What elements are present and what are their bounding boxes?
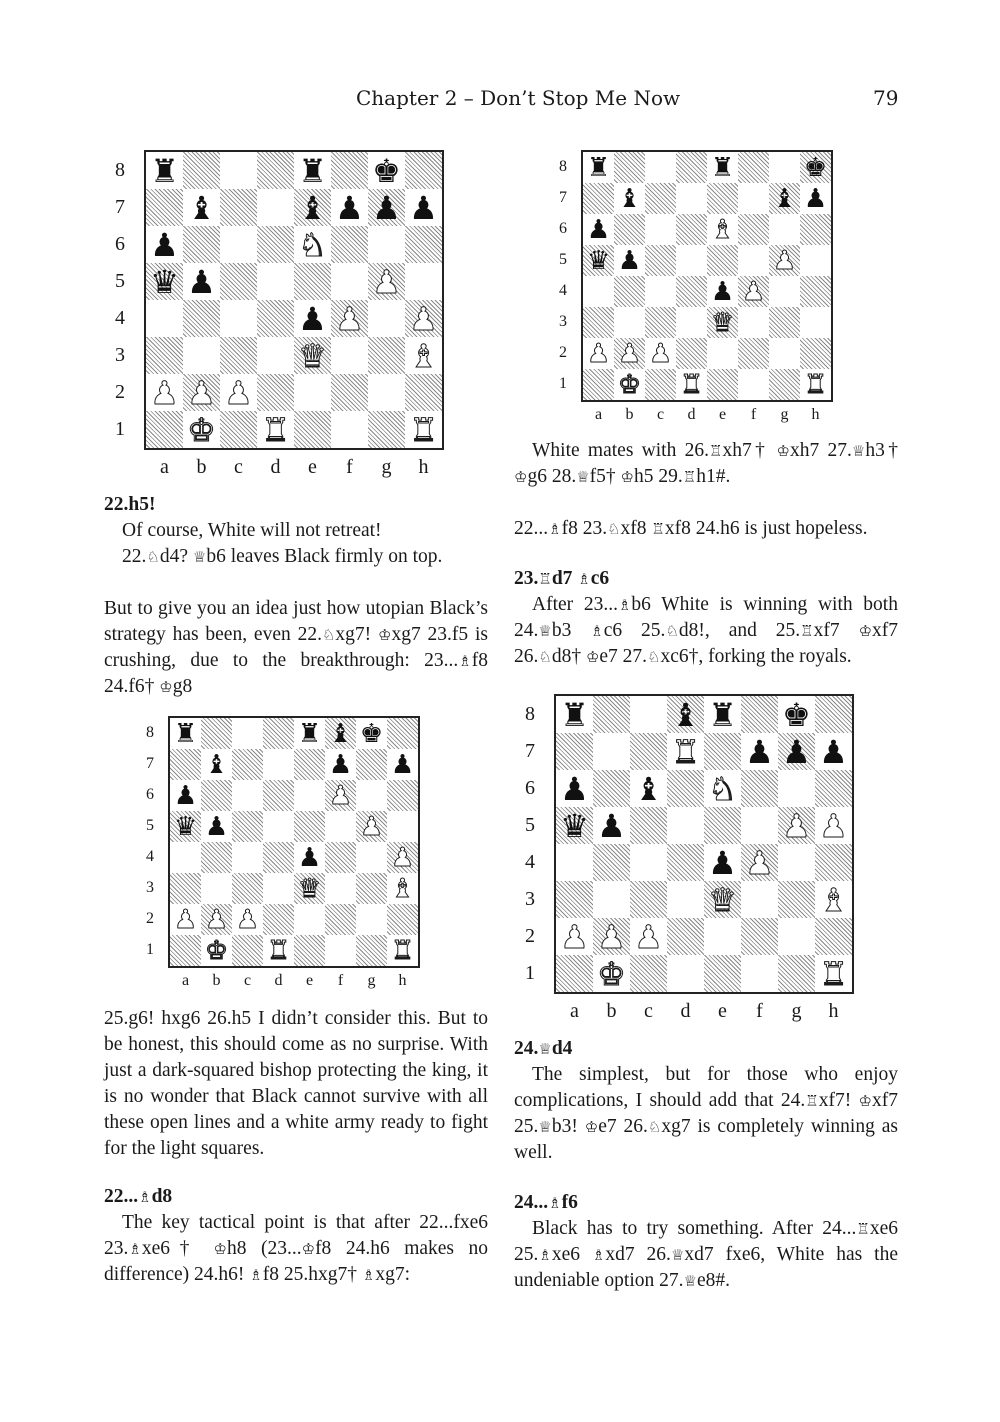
black-pawn-icon: ♟ — [782, 732, 811, 771]
black-rook-icon: ♜ — [150, 151, 179, 190]
white-pawn-icon: ♟ — [560, 917, 589, 956]
black-rook-icon: ♜ — [560, 695, 589, 734]
bishop-figurine-icon: ♗ — [128, 1240, 142, 1258]
file-label: f — [756, 1000, 763, 1022]
white-pawn-icon: ♟ — [586, 338, 611, 369]
black-queen-icon: ♛ — [560, 806, 589, 845]
white-pawn-icon: ♟ — [328, 780, 353, 811]
rank-label: 2 — [115, 380, 125, 403]
white-king-icon: ♚ — [187, 410, 216, 449]
white-pawn-icon: ♟ — [359, 811, 384, 842]
black-pawn-icon: ♟ — [297, 842, 322, 873]
left-block-1 — [104, 492, 488, 570]
rook-figurine-icon: ♖ — [800, 622, 814, 640]
paragraph: 22...♗f8 23.♘xf8 ♖xf8 24.h6 is just hopeless. — [514, 518, 868, 539]
file-label: h — [418, 456, 429, 478]
rook-figurine-icon: ♖ — [856, 1220, 870, 1238]
white-bishop-icon: ♝ — [819, 880, 848, 919]
bishop-figurine-icon: ♗ — [361, 1266, 376, 1284]
white-pawn-icon: ♟ — [772, 245, 797, 276]
knight-figurine-icon: ♘ — [321, 626, 336, 644]
black-pawn-icon: ♟ — [150, 225, 179, 264]
file-label: h — [828, 1000, 839, 1022]
file-label: a — [160, 456, 169, 478]
file-label: b — [196, 456, 207, 478]
right-block-5 — [514, 1190, 898, 1294]
paragraph: White mates with 26.♖xh7† ♔xh7 27.♕h3† ♔g6 28.♕f5† ♔h5 29.♖h1#. — [514, 440, 898, 487]
king-figurine-icon: ♔ — [620, 468, 634, 486]
move-heading: 24...♗f6 — [514, 1192, 578, 1213]
file-label: b — [606, 1000, 617, 1022]
file-label: d — [680, 1000, 691, 1022]
right-block-3 — [514, 566, 898, 670]
black-bishop-icon: ♝ — [187, 188, 216, 227]
queen-figurine-icon: ♕ — [192, 548, 207, 566]
white-bishop-icon: ♝ — [710, 214, 735, 245]
rank-label: 7 — [525, 739, 535, 762]
king-figurine-icon: ♔ — [301, 1240, 316, 1258]
white-pawn-icon: ♟ — [224, 373, 253, 412]
rank-label: 1 — [525, 961, 535, 984]
white-pawn-icon: ♟ — [372, 262, 401, 301]
rank-label: 4 — [559, 281, 567, 299]
black-pawn-icon: ♟ — [708, 843, 737, 882]
white-pawn-icon: ♟ — [335, 299, 364, 338]
page-number: 79 — [873, 86, 899, 110]
black-rook-icon: ♜ — [586, 152, 611, 183]
left-block-4 — [104, 1184, 488, 1288]
black-pawn-icon: ♟ — [617, 245, 642, 276]
black-pawn-icon: ♟ — [745, 732, 774, 771]
black-rook-icon: ♜ — [173, 718, 198, 749]
running-head: Chapter 2 – Don’t Stop Me Now — [356, 86, 681, 110]
queen-figurine-icon: ♕ — [851, 442, 866, 460]
white-pawn-icon: ♟ — [173, 904, 198, 935]
rank-label: 4 — [115, 306, 125, 329]
king-figurine-icon: ♔ — [378, 626, 392, 644]
king-figurine-icon: ♔ — [584, 1118, 599, 1136]
white-king-icon: ♚ — [597, 954, 626, 993]
bishop-figurine-icon: ♗ — [458, 652, 472, 670]
file-label: e — [718, 406, 727, 423]
rank-label: 2 — [525, 924, 535, 947]
rank-label: 6 — [559, 219, 567, 237]
white-queen-icon: ♛ — [297, 873, 322, 904]
bishop-figurine-icon: ♗ — [538, 1246, 552, 1264]
queen-figurine-icon: ♕ — [670, 1246, 685, 1264]
white-bishop-icon: ♝ — [390, 873, 415, 904]
bishop-figurine-icon: ♗ — [591, 1246, 606, 1264]
king-figurine-icon: ♔ — [858, 1092, 872, 1110]
rook-figurine-icon: ♖ — [538, 570, 552, 588]
file-label: g — [367, 972, 376, 989]
white-pawn-icon: ♟ — [648, 338, 673, 369]
file-label: c — [234, 456, 243, 478]
rank-label: 7 — [559, 188, 567, 206]
rank-label: 3 — [146, 878, 154, 896]
white-pawn-icon: ♟ — [390, 842, 415, 873]
king-figurine-icon: ♔ — [514, 468, 528, 486]
rank-label: 4 — [146, 847, 154, 865]
rank-label: 6 — [146, 785, 154, 803]
bishop-figurine-icon: ♗ — [249, 1266, 263, 1284]
file-label: g — [791, 1000, 802, 1022]
paragraph: But to give you an idea just how utopian Black’s strategy has been, even 22.♘xg7! ♔xg7 23.f5 is crushing, due to the breakthrough: 23...♗f8 24.f6† ♔g8 — [104, 598, 489, 697]
white-pawn-icon: ♟ — [819, 806, 848, 845]
black-bishop-icon: ♝ — [772, 183, 797, 214]
chess-diagram-3 — [140, 718, 430, 998]
black-rook-icon: ♜ — [297, 718, 322, 749]
black-pawn-icon: ♟ — [819, 732, 848, 771]
queen-figurine-icon: ♕ — [538, 1040, 552, 1058]
rank-label: 8 — [525, 702, 535, 725]
queen-figurine-icon: ♕ — [538, 622, 552, 640]
file-label: f — [750, 406, 757, 423]
rook-figurine-icon: ♖ — [805, 1092, 819, 1110]
rank-label: 5 — [146, 816, 154, 834]
white-pawn-icon: ♟ — [634, 917, 663, 956]
white-rook-icon: ♜ — [679, 369, 704, 400]
white-pawn-icon: ♟ — [204, 904, 229, 935]
knight-figurine-icon: ♘ — [607, 520, 621, 538]
white-rook-icon: ♜ — [819, 954, 848, 993]
black-pawn-icon: ♟ — [409, 188, 438, 227]
file-label: f — [346, 456, 353, 478]
move-heading: 22.h5! — [104, 494, 156, 515]
king-figurine-icon: ♔ — [213, 1240, 227, 1258]
black-bishop-icon: ♝ — [634, 769, 663, 808]
file-label: a — [594, 406, 603, 423]
black-bishop-icon: ♝ — [204, 749, 229, 780]
left-block-2 — [104, 596, 488, 700]
file-label: a — [181, 972, 190, 989]
white-pawn-icon: ♟ — [187, 373, 216, 412]
white-knight-icon: ♞ — [708, 769, 737, 808]
rank-label: 3 — [525, 887, 535, 910]
king-figurine-icon: ♔ — [776, 442, 790, 460]
black-bishop-icon: ♝ — [671, 695, 700, 734]
black-bishop-icon: ♝ — [298, 188, 327, 227]
file-label: g — [381, 456, 392, 478]
queen-figurine-icon: ♕ — [683, 1272, 697, 1290]
rank-label: 1 — [559, 374, 567, 392]
rank-label: 8 — [146, 723, 154, 741]
queen-figurine-icon: ♕ — [576, 468, 590, 486]
white-pawn-icon: ♟ — [409, 299, 438, 338]
black-bishop-icon: ♝ — [617, 183, 642, 214]
white-pawn-icon: ♟ — [782, 806, 811, 845]
rank-label: 6 — [525, 776, 535, 799]
white-pawn-icon: ♟ — [741, 276, 766, 307]
black-queen-icon: ♛ — [150, 262, 179, 301]
black-bishop-icon: ♝ — [328, 718, 353, 749]
black-king-icon: ♚ — [359, 718, 384, 749]
file-label: d — [687, 406, 696, 423]
white-bishop-icon: ♝ — [409, 336, 438, 375]
move-heading: 24.♕d4 — [514, 1038, 573, 1059]
paragraph: 25.g6! hxg6 26.h5 I didn’t consider this. But to be honest, this should come as no surprise. With just a dark-squared bishop protecting the king, it is no wonder that Black cannot survive with all these open lines and a white army ready to fight for the light squares. — [104, 1008, 488, 1159]
rank-label: 3 — [115, 343, 125, 366]
black-pawn-icon: ♟ — [187, 262, 216, 301]
white-knight-icon: ♞ — [298, 225, 327, 264]
king-figurine-icon: ♔ — [585, 648, 600, 666]
white-pawn-icon: ♟ — [235, 904, 260, 935]
rank-label: 4 — [525, 850, 535, 873]
black-pawn-icon: ♟ — [173, 780, 198, 811]
bishop-figurine-icon: ♗ — [617, 596, 632, 614]
rook-figurine-icon: ♖ — [682, 468, 697, 486]
black-pawn-icon: ♟ — [298, 299, 327, 338]
bishop-figurine-icon: ♗ — [577, 570, 591, 588]
rank-label: 2 — [559, 343, 567, 361]
file-label: b — [625, 406, 634, 423]
knight-figurine-icon: ♘ — [665, 622, 679, 640]
rank-label: 7 — [146, 754, 154, 772]
black-king-icon: ♚ — [803, 152, 828, 183]
knight-figurine-icon: ♘ — [538, 648, 552, 666]
black-queen-icon: ♛ — [586, 245, 611, 276]
left-block-3 — [104, 1006, 488, 1162]
black-pawn-icon: ♟ — [390, 749, 415, 780]
file-label: c — [656, 406, 665, 423]
bishop-figurine-icon: ♗ — [138, 1188, 152, 1206]
white-rook-icon: ♜ — [409, 410, 438, 449]
file-label: f — [337, 972, 344, 989]
paragraph: The simplest, but for those who enjoy complications, I should add that 24.♖xf7! ♔xf7 25.♕b3! ♔e7 26.♘xg7 is completely winning as well. — [514, 1064, 898, 1163]
black-rook-icon: ♜ — [710, 152, 735, 183]
right-block-4 — [514, 1036, 898, 1166]
chess-diagram-4 — [520, 696, 860, 1026]
black-pawn-icon: ♟ — [710, 276, 735, 307]
page-header — [0, 86, 1000, 116]
white-pawn-icon: ♟ — [150, 373, 179, 412]
black-pawn-icon: ♟ — [586, 214, 611, 245]
rank-label: 6 — [115, 232, 125, 255]
file-label: g — [780, 406, 789, 423]
white-king-icon: ♚ — [617, 369, 642, 400]
file-label: e — [308, 456, 317, 478]
white-queen-icon: ♛ — [708, 880, 737, 919]
white-rook-icon: ♜ — [390, 935, 415, 966]
rank-label: 3 — [559, 312, 567, 330]
rank-label: 5 — [115, 269, 125, 292]
paragraph: The key tactical point is that after 22...fxe6 23.♗xe6† ♔h8 (23...♔f8 24.h6 makes no difference) 24.h6! ♗f8 25.hxg7† ♗xg7: — [104, 1212, 489, 1285]
bishop-figurine-icon: ♗ — [548, 520, 562, 538]
move-heading: 22...♗d8 — [104, 1186, 173, 1207]
white-rook-icon: ♜ — [261, 410, 290, 449]
white-pawn-icon: ♟ — [745, 843, 774, 882]
rank-label: 5 — [525, 813, 535, 836]
rank-label: 8 — [115, 158, 125, 181]
white-rook-icon: ♜ — [671, 732, 700, 771]
black-pawn-icon: ♟ — [204, 811, 229, 842]
paragraph: After 23...♗b6 White is winning with both 24.♕b3 ♗c6 25.♘d8!, and 25.♖xf7 ♔xf7 26.♘d8† ♔e7 27.♘xc6†, forking the royals. — [514, 594, 899, 667]
paragraph: 22.♘d4? ♕b6 leaves Black firmly on top. — [122, 546, 443, 567]
chess-diagram-1 — [110, 152, 450, 482]
queen-figurine-icon: ♕ — [538, 1118, 552, 1136]
file-label: e — [718, 1000, 727, 1022]
file-label: h — [398, 972, 407, 989]
black-pawn-icon: ♟ — [372, 188, 401, 227]
king-figurine-icon: ♔ — [159, 678, 173, 696]
file-label: e — [305, 972, 314, 989]
white-pawn-icon: ♟ — [597, 917, 626, 956]
rank-label: 1 — [146, 940, 154, 958]
rook-figurine-icon: ♖ — [651, 520, 665, 538]
rank-label: 2 — [146, 909, 154, 927]
file-label: d — [270, 456, 281, 478]
black-king-icon: ♚ — [782, 695, 811, 734]
white-queen-icon: ♛ — [710, 307, 735, 338]
white-queen-icon: ♛ — [298, 336, 327, 375]
right-block-2 — [514, 516, 898, 542]
file-label: h — [811, 406, 820, 423]
rank-label: 8 — [559, 157, 567, 175]
rank-label: 5 — [559, 250, 567, 268]
white-rook-icon: ♜ — [266, 935, 291, 966]
black-rook-icon: ♜ — [298, 151, 327, 190]
white-rook-icon: ♜ — [803, 369, 828, 400]
black-rook-icon: ♜ — [708, 695, 737, 734]
file-label: c — [243, 972, 252, 989]
white-pawn-icon: ♟ — [617, 338, 642, 369]
black-pawn-icon: ♟ — [335, 188, 364, 227]
chess-diagram-2 — [553, 152, 843, 432]
rank-label: 1 — [115, 417, 125, 440]
bishop-figurine-icon: ♗ — [590, 622, 604, 640]
right-block-1 — [514, 438, 898, 490]
black-queen-icon: ♛ — [173, 811, 198, 842]
knight-figurine-icon: ♘ — [146, 548, 160, 566]
bishop-figurine-icon: ♗ — [548, 1194, 562, 1212]
paragraph: Of course, White will not retreat! — [122, 520, 382, 541]
knight-figurine-icon: ♘ — [647, 1118, 662, 1136]
black-pawn-icon: ♟ — [597, 806, 626, 845]
file-label: a — [570, 1000, 579, 1022]
white-king-icon: ♚ — [204, 935, 229, 966]
file-label: c — [644, 1000, 653, 1022]
black-pawn-icon: ♟ — [803, 183, 828, 214]
move-heading: 23.♖d7 ♗c6 — [514, 568, 610, 589]
black-pawn-icon: ♟ — [560, 769, 589, 808]
file-label: b — [212, 972, 221, 989]
rook-figurine-icon: ♖ — [709, 442, 723, 460]
black-pawn-icon: ♟ — [328, 749, 353, 780]
file-label: d — [274, 972, 283, 989]
black-king-icon: ♚ — [372, 151, 401, 190]
paragraph: Black has to try something. After 24...♖xe6 25.♗xe6 ♗xd7 26.♕xd7 fxe6, White has the undeniable option 27.♕e8#. — [514, 1218, 899, 1291]
knight-figurine-icon: ♘ — [647, 648, 661, 666]
rank-label: 7 — [115, 195, 125, 218]
king-figurine-icon: ♔ — [858, 622, 873, 640]
